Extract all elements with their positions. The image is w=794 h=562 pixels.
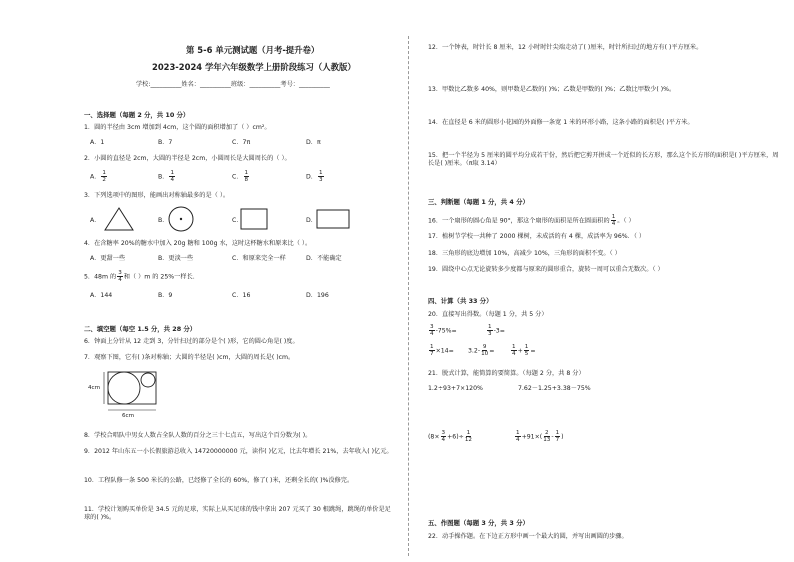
q3-option-a: A．	[90, 217, 101, 224]
triangle-shape	[104, 207, 134, 231]
question-17: 17．植树节学校一共种了 2000 棵树，未成活的有 4 棵，成活率为 96%．（ ）	[428, 233, 646, 240]
calc-d: 3.2- $\frac{9}{10}$ =	[468, 344, 495, 357]
q21-expression-3: (8× $\frac{3}{4}$ +6)÷ $\frac{1}{12}$	[428, 430, 472, 443]
question-18: 18．三角形的底边增加 10%，高减少 10%，三角形的面积不变。（ ）	[428, 250, 621, 257]
section-3-heading: 三、判断题（每题 1 分，共 4 分）	[428, 198, 529, 206]
q21-expression-4: $\frac{1}{4}$ +91×( $\frac{2}{13}$ - $\frac{1}{7}$ )	[516, 430, 564, 443]
q2-option-d: D． $\frac{1}{3}$	[306, 170, 323, 183]
calc-c: $\frac{1}{7}$ ×14=	[430, 344, 454, 357]
q1-option-d: D．π	[306, 139, 321, 146]
square-shape	[240, 208, 268, 230]
q21-expression-1: 1.2÷93+7×120%	[428, 385, 483, 392]
question-9: 9．2012 年山东五一小长假旅游总收入 14720000000 元，读作( )亿元，比去年增长 21%，去年收入( )亿元。	[84, 448, 393, 455]
q3-option-d: D．	[306, 217, 317, 224]
rectangle-shape	[316, 209, 350, 229]
student-info-line: 学校:__________姓名：__________班级：__________考号：__________	[136, 81, 330, 88]
q5-option-d: D．196	[306, 292, 329, 299]
q1-option-a: A．1	[90, 139, 105, 146]
page-subtitle: 2023-2024 学年六年级数学上册阶段练习（人教版）	[152, 62, 356, 72]
question-4: 4．在含糖率 20%的糖水中加入 20g 糖和 100g 水，这时这杯糖水和原来比（ ）。	[84, 240, 312, 247]
calc-a: $\frac{3}{4}$ -75%=	[430, 324, 457, 337]
q21-expression-2: 7.62－1.25+3.38－75%	[518, 385, 591, 392]
q4-option-d: D．不能确定	[306, 255, 342, 262]
question-20: 20．直接写出得数。（每题 1 分，共 5 分）	[428, 311, 548, 318]
question-21: 21．脱式计算，能简算的要简算。（每题 2 分，共 8 分）	[428, 370, 585, 377]
section-5-heading: 五、作图题（每题 3 分，共 3 分）	[428, 519, 529, 527]
question-11: 11．学校计划购买单价是 34.5 元的足球，实际上从买足球的钱中拿出 207 元买了 30 根跳绳，跳绳的单价是足球的( )%。	[84, 506, 391, 521]
calc-e: $\frac{1}{4}$ + $\frac{1}{5}$ =	[512, 344, 536, 357]
q4-option-c: C．和原来完全一样	[232, 255, 286, 262]
question-6: 6．钟面上分针从 12 走到 3，分针扫过的部分是个( )形，它的圆心角是( )度。	[84, 338, 299, 345]
figure-height-label: 4cm	[88, 385, 101, 391]
question-2: 2．小圆的直径是 2cm，大圆的半径是 2cm，小圆周长是大圆周长的（ ）。	[84, 155, 291, 162]
question-3: 3．下列选项中的图形，能画出对称轴最多的是（ ）。	[84, 192, 230, 199]
q1-option-b: B．7	[158, 139, 173, 146]
q3-option-c: C．	[232, 217, 243, 224]
question-5: 5．48m 的 $\frac{3}{4}$ 和（ ）m 的 25%一样长．	[84, 270, 199, 283]
page-title: 第 5-6 单元测试题（月考-提升卷）	[186, 45, 320, 55]
q5-option-a: A．144	[90, 292, 113, 299]
question-13: 13．甲数比乙数多 40%，则甲数是乙数的( )%；乙数是甲数的( )%；乙数比甲数少( )%。	[428, 86, 676, 93]
circle-with-center-shape	[168, 206, 194, 232]
q4-option-b: B．更淡一些	[158, 255, 194, 262]
q5-option-c: C．16	[232, 292, 251, 299]
question-10: 10．工程队修一条 500 米长的公路，已经修了全长的 60%，修了( )米，还剩全长的( )%没修完。	[84, 477, 354, 484]
question-14: 14．在直径是 6 米的圆形小花园的外面修一条宽 1 米的环形小路，这条小路的面积是( )平方米。	[428, 119, 694, 126]
question-19: 19．圆绕中心点无论旋转多少度都与原来的圆形重合，旋转一周可以重合无数次。（ ）	[428, 266, 664, 273]
section-1-heading: 一、选择题（每题 2 分，共 10 分）	[84, 111, 190, 119]
q4-option-a: A．更甜一些	[90, 255, 126, 262]
q2-option-c: C． $\frac{1}{8}$	[232, 170, 249, 183]
q5-option-b: B．9	[158, 292, 173, 299]
calc-b: $\frac{1}{3}$ -3=	[488, 324, 505, 337]
q2-option-b: B． $\frac{1}{4}$	[158, 170, 174, 183]
section-4-heading: 四、计算（共 33 分）	[428, 297, 493, 305]
q3-option-b: B．	[158, 217, 169, 224]
figure-width-label: 6cm	[122, 413, 135, 419]
q1-option-c: C．7π	[232, 139, 251, 146]
question-15: 15．把一个半径为 5 厘米的圆平均分成若干份，然后把它剪开拼成一个近似的长方形，那么这个长方形的面积是( )平方厘米，周长是( )厘米。（π取 3.14）	[428, 152, 779, 167]
question-7: 7．观察下图，它有( )条对称轴；大圆的半径是( )cm，大圆的周长是( )cm。	[84, 354, 295, 361]
section-2-heading: 二、填空题（每空 1.5 分，共 28 分）	[84, 325, 197, 333]
question-1: 1．圆的半径由 3cm 增加到 4cm，这个圆的面积增加了（ ）cm²。	[84, 124, 271, 131]
question-22: 22．动手操作题。在下边正方形中画一个最大的圆，并写出画圆的步骤。	[428, 533, 628, 540]
fold-line	[408, 36, 409, 556]
question-12: 12．一个钟表，时针长 8 厘米，12 小时时针尖端走动了( )厘米，时针所扫过的地方有( )平方厘米。	[428, 44, 703, 51]
q2-option-a: A． $\frac{1}{2}$	[90, 170, 106, 183]
question-16: 16．一个扇形的圆心角是 90°，那这个扇形的面积是所在圆面积的 $\frac{1}{4}$ 。（ ）	[428, 214, 635, 227]
question-8: 8．学校合唱队中男女人数占全队人数的百分之三十七点五，写出这个百分数为( )。	[84, 432, 312, 439]
